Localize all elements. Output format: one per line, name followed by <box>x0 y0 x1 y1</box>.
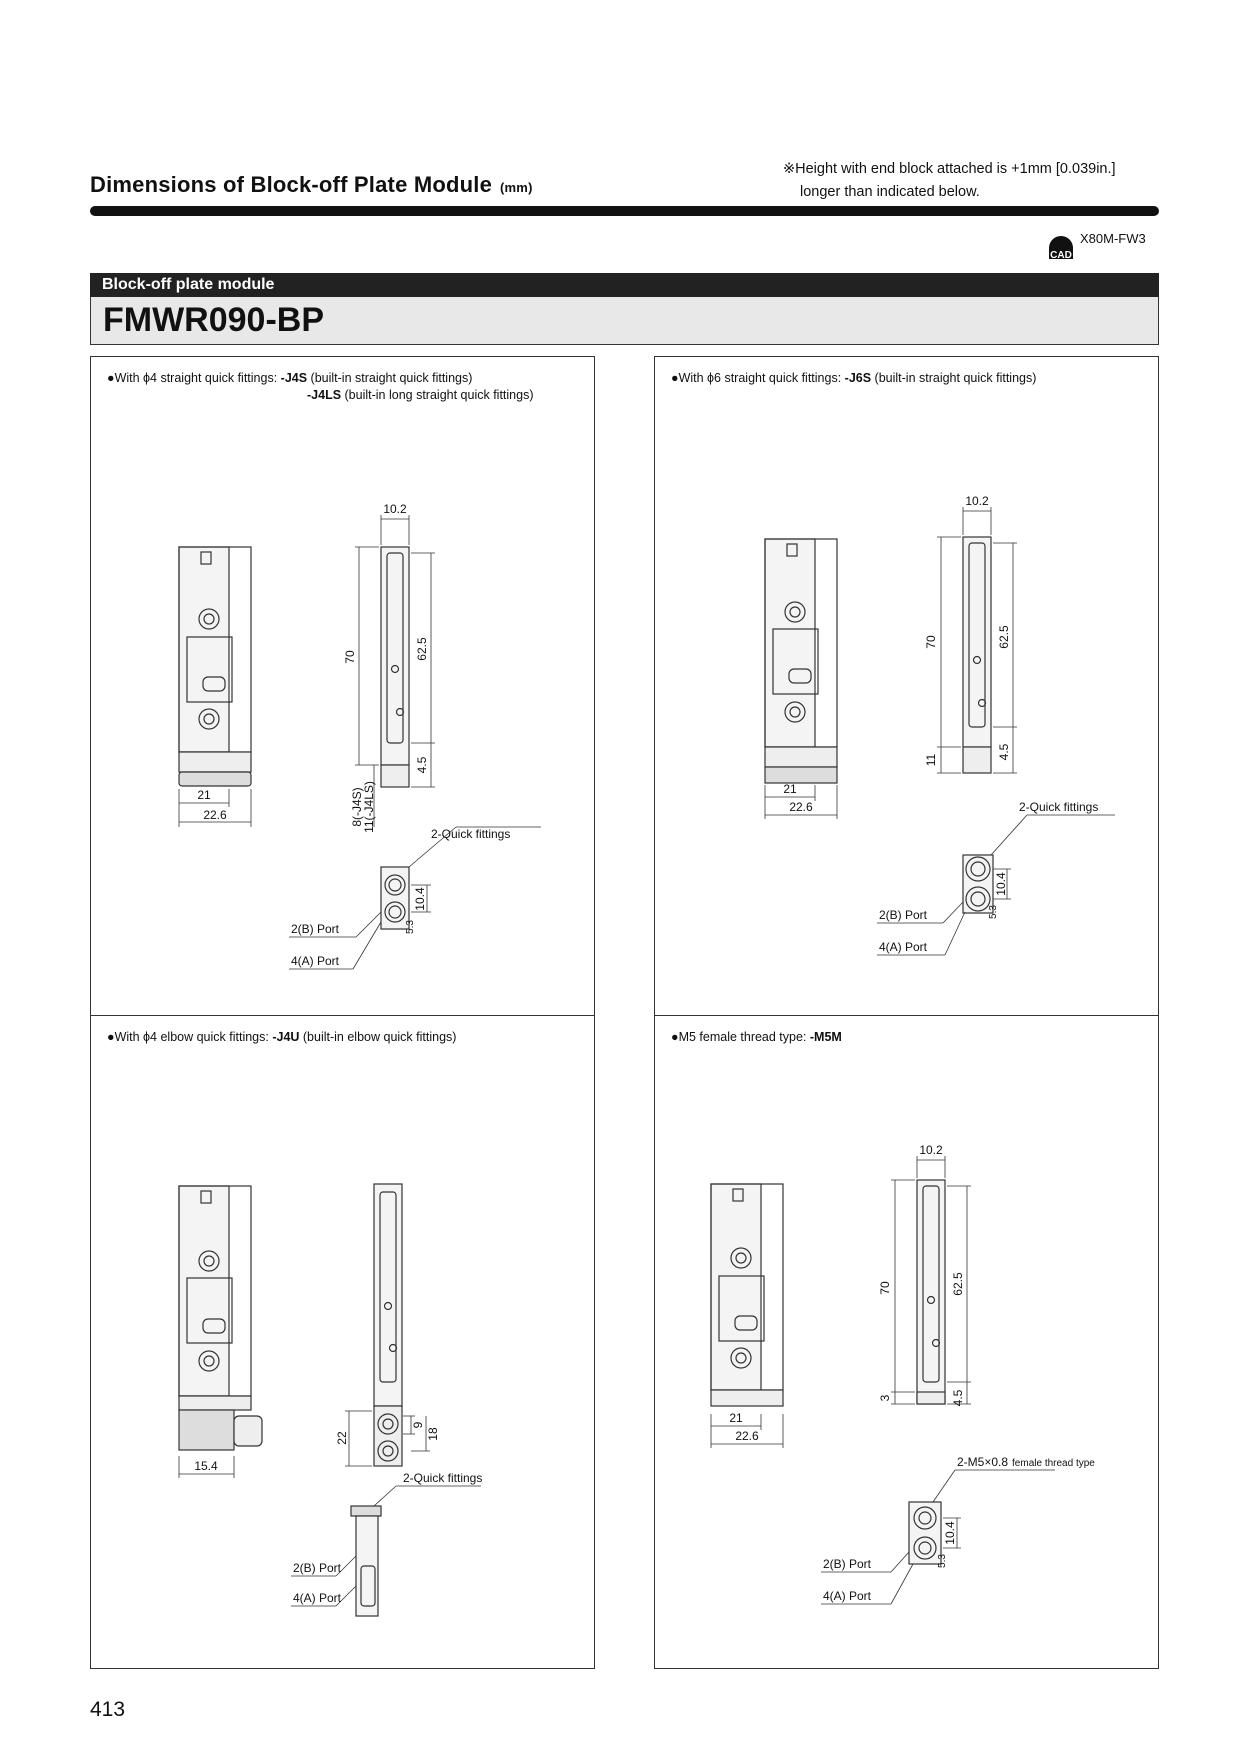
label-quick-fittings: 2-Quick fittings <box>431 827 511 841</box>
dim-elbow-b: 18 <box>426 1427 440 1441</box>
title-prefix: M5 female thread type: <box>678 1030 810 1044</box>
height-note <box>783 158 1116 204</box>
dim-pitch: 62.5 <box>997 625 1011 649</box>
top-view <box>963 855 993 913</box>
drawing-j4s <box>91 357 596 1017</box>
dim-offset: 4.5 <box>951 1389 965 1407</box>
dim-fit-j4ls: 11(-J4LS) <box>362 781 376 833</box>
header-rule <box>90 206 1159 216</box>
side-view <box>381 547 409 787</box>
dim-pitch: 62.5 <box>951 1272 965 1296</box>
dim-port-small: 5.3 <box>988 905 999 919</box>
panel-j4u <box>90 1015 595 1669</box>
dim-height: 70 <box>343 650 357 664</box>
label-port-a: 4(A) Port <box>293 1591 342 1605</box>
dim-height: 70 <box>924 635 938 649</box>
dim-width-top: 10.2 <box>965 494 989 508</box>
title-prefix: With ϕ6 straight quick fittings: <box>678 371 845 385</box>
drawing-j6s <box>655 357 1160 1017</box>
dim-base-width: 21 <box>729 1411 743 1425</box>
front-view <box>179 1186 262 1450</box>
title-prefix: With ϕ4 straight quick fittings: <box>114 371 281 385</box>
drawing-j4u <box>91 1016 596 1670</box>
dim-elbow-a: 9 <box>411 1421 425 1429</box>
bullet: ● <box>671 371 679 385</box>
label-port-a: 4(A) Port <box>291 954 340 968</box>
model-number: FMWR090-BP <box>90 297 1159 345</box>
top-view <box>381 867 409 929</box>
dim-port-gap: 10.4 <box>943 1521 957 1545</box>
dim-total-width: 22.6 <box>203 808 227 822</box>
dim-port-small: 5.3 <box>405 920 416 934</box>
dim-height: 70 <box>878 1281 892 1295</box>
title-suffix: (built-in elbow quick fittings) <box>299 1030 457 1044</box>
unit-label: (mm) <box>500 180 533 195</box>
bullet: ● <box>107 1030 115 1044</box>
dim-total-width: 22.6 <box>789 800 813 814</box>
page-title <box>90 172 533 198</box>
dim-width-top: 10.2 <box>383 502 407 516</box>
title-prefix: With ϕ4 elbow quick fittings: <box>114 1030 273 1044</box>
dim-elbow-width: 15.4 <box>194 1459 218 1473</box>
dim-offset: 4.5 <box>415 756 429 774</box>
option-code-2: -J4LS <box>307 388 342 402</box>
dim-port-gap: 10.4 <box>994 872 1008 896</box>
side-view <box>917 1180 945 1404</box>
label-quick-fittings: 2-Quick fittings <box>403 1471 483 1485</box>
title-suffix: (built-in straight quick fittings) <box>871 371 1037 385</box>
title-text: Dimensions of Block-off Plate Module <box>90 172 493 197</box>
label-port-b: 2(B) Port <box>879 908 928 922</box>
title-suffix-2: (built-in long straight quick fittings) <box>341 388 534 402</box>
dim-port-gap: 10.4 <box>413 887 427 911</box>
module-category: Block-off plate module <box>90 273 1159 297</box>
dim-bottom: 11 <box>924 753 938 767</box>
option-code: -M5M <box>809 1030 842 1044</box>
front-view <box>179 547 251 786</box>
side-view <box>963 537 991 773</box>
bullet: ● <box>107 371 115 385</box>
side-view <box>374 1184 402 1466</box>
note-line-1: ※Height with end block attached is +1mm [0.039in.] <box>783 161 1116 177</box>
dim-port-small: 5.3 <box>937 1554 948 1568</box>
front-view <box>765 539 837 783</box>
bullet: ● <box>671 1030 679 1044</box>
panel-m5m <box>654 1015 1159 1669</box>
cad-code[interactable]: X80M-FW3 <box>1080 231 1146 246</box>
dim-width-top: 10.2 <box>919 1143 943 1157</box>
panel-j6s <box>654 356 1159 1016</box>
dim-offset: 4.5 <box>997 743 1011 761</box>
dim-base-width: 21 <box>197 788 211 802</box>
dim-fit-j4s: 8(-J4S) <box>350 787 364 827</box>
page-number: 413 <box>90 1698 126 1721</box>
top-view <box>351 1506 381 1616</box>
drawing-m5m <box>655 1016 1160 1670</box>
note-line-2: longer than indicated below. <box>800 184 980 200</box>
option-code: -J4S <box>280 371 308 385</box>
label-port-b: 2(B) Port <box>823 1557 872 1571</box>
dim-base-width: 21 <box>783 782 797 796</box>
label-port-a: 4(A) Port <box>879 940 928 954</box>
dim-total-width: 22.6 <box>735 1429 759 1443</box>
cad-icon[interactable] <box>1046 230 1076 260</box>
panel-j4s <box>90 356 595 1016</box>
dim-pitch: 62.5 <box>415 637 429 661</box>
option-code: -J6S <box>844 371 872 385</box>
label-m5-thread: 2-M5×0.8 <box>957 1455 1009 1469</box>
cad-icon-label: CAD <box>1050 250 1072 260</box>
label-port-a: 4(A) Port <box>823 1589 872 1603</box>
label-quick-fittings: 2-Quick fittings <box>1019 800 1099 814</box>
front-view <box>711 1184 783 1406</box>
dim-elbow-height: 22 <box>335 1431 349 1445</box>
svg-text:2-M5×0.8female thread type <box>957 1455 1095 1469</box>
dim-bottom: 3 <box>878 1394 892 1402</box>
option-code: -J4U <box>272 1030 300 1044</box>
label-port-b: 2(B) Port <box>293 1561 342 1575</box>
title-suffix: (built-in straight quick fittings) <box>307 371 473 385</box>
label-female-thread: female thread type <box>1012 1458 1095 1469</box>
label-port-b: 2(B) Port <box>291 922 340 936</box>
